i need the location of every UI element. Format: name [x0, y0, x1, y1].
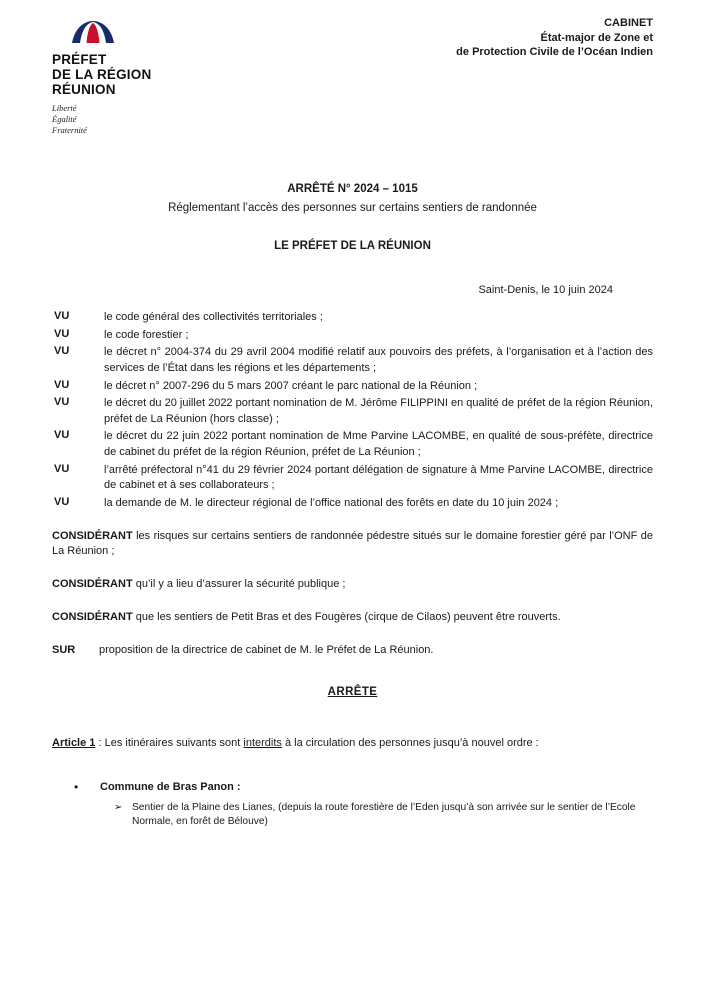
vu-label: VU	[54, 495, 70, 508]
office-line-2: État-major de Zone et	[540, 31, 653, 44]
vu-label: VU	[54, 462, 70, 475]
vu-item	[52, 379, 653, 395]
vu-item	[52, 310, 653, 326]
prefecture-title-line-1: PRÉFET	[52, 52, 107, 67]
prefecture-title-line-3: RÉUNION	[52, 82, 116, 98]
motto-line-1: Liberté	[52, 103, 77, 114]
sur-label: SUR	[52, 644, 76, 657]
commune-item	[74, 780, 653, 796]
motto-line-2: Égalité	[52, 113, 77, 124]
commune-list	[52, 780, 653, 830]
vu-text: le code forestier ;	[104, 328, 189, 341]
prefecture-title-line-2: DE LA RÉGION	[52, 67, 152, 83]
vu-item	[52, 463, 653, 494]
considerant-label: CONSIDÉRANT	[52, 578, 133, 591]
vu-item	[52, 429, 653, 460]
document-header	[52, 14, 653, 135]
vu-label: VU	[54, 310, 70, 323]
considerant-paragraph	[52, 577, 653, 593]
article-1	[52, 736, 653, 752]
vu-text: le décret n° 2007-296 du 5 mars 2007 créant le parc national de la Réunion ;	[104, 379, 478, 392]
considerant-text: qu’il y a lieu d’assurer la sécurité publique ;	[132, 578, 346, 591]
office-line-3: de Protection Civile de l’Océan Indien	[456, 46, 653, 59]
vu-text: le décret du 20 juillet 2022 portant nomination de M. Jérôme FILIPPINI en qualité de préfet de la région Réunion, préfet de La Réunion (hors classe) ;	[104, 397, 653, 425]
vu-label: VU	[54, 327, 70, 340]
considerant-text: que les sentiers de Petit Bras et des Fougères (cirque de Cilaos) peuvent être rouverts.	[132, 611, 561, 624]
vu-item	[52, 328, 653, 344]
commune-name: Commune de Bras Panon :	[100, 781, 241, 794]
vu-label: VU	[54, 429, 70, 442]
vu-item	[52, 496, 653, 512]
vu-item	[52, 345, 653, 376]
prefecture-logo-block	[52, 14, 232, 135]
sur-text: proposition de la directrice de cabinet de M. le Préfet de La Réunion.	[99, 644, 434, 657]
marianne-icon	[70, 18, 116, 48]
article-1-text-before: : Les itinéraires suivants sont	[95, 737, 244, 750]
vu-item	[52, 396, 653, 427]
arrete-heading-text: ARRÊTE	[327, 686, 378, 699]
republic-motto	[52, 103, 232, 135]
prefecture-title	[52, 52, 232, 97]
office-line-1: CABINET	[604, 17, 653, 29]
article-1-underlined-word: interdits	[243, 737, 282, 750]
trail-description: Sentier de la Plaine des Lianes, (depuis la route forestière de l’Eden jusqu’à son arrivée sur le sentier de l’Ecole Normale, en forêt de Bélouve)	[132, 801, 636, 828]
issuing-office	[456, 14, 653, 60]
decree-number: ARRÊTÉ N° 2024 – 1015	[287, 183, 418, 196]
motto-line-3: Fraternité	[52, 124, 87, 135]
vu-text: le décret du 22 juin 2022 portant nomination de Mme Parvine LACOMBE, en qualité de sous-préfète, directrice de cabinet du préfet de la région Réunion, préfet de La Réunion ;	[104, 430, 653, 459]
vu-label: VU	[54, 345, 70, 358]
vu-text: l’arrêté préfectoral n°41 du 29 février 2024 portant délégation de signature à Mme Parvine LACOMBE, directrice de cabinet et à ses collaborateurs ;	[104, 463, 653, 492]
vu-label: VU	[54, 378, 70, 391]
arrow-bullet-icon: ➢	[114, 801, 123, 813]
decree-subtitle: Réglementant l’accès des personnes sur certains sentiers de randonnée	[168, 202, 537, 215]
vu-list	[52, 310, 653, 511]
bullet-icon: •	[74, 780, 79, 795]
vu-text: la demande de M. le directeur régional de l’office national des forêts en date du 10 juin 2024 ;	[104, 496, 559, 509]
decree-authority: LE PRÉFET DE LA RÉUNION	[274, 240, 431, 253]
considerant-paragraph	[52, 529, 653, 561]
considerant-paragraph	[52, 610, 653, 626]
vu-label: VU	[54, 396, 70, 409]
considerant-text: les risques sur certains sentiers de randonnée pédestre situés sur le domaine forestier géré par l’ONF de La Réunion ;	[52, 529, 653, 558]
arrete-heading	[52, 686, 653, 698]
considerant-label: CONSIDÉRANT	[52, 611, 133, 624]
article-1-text-after: à la circulation des personnes jusqu’à nouvel ordre :	[281, 737, 539, 750]
vu-text: le code général des collectivités territoriales ;	[104, 311, 323, 324]
place-and-date: Saint-Denis, le 10 juin 2024	[478, 284, 613, 297]
vu-text: le décret n° 2004-374 du 29 avril 2004 modifié relatif aux pouvoirs des préfets, à l’organisation et à l’action des services de l’État dans les régions et les départements ;	[104, 346, 653, 375]
trail-item	[114, 801, 653, 830]
article-1-number: Article 1	[52, 737, 96, 750]
sur-paragraph	[52, 644, 653, 656]
considerant-label: CONSIDÉRANT	[52, 529, 133, 542]
